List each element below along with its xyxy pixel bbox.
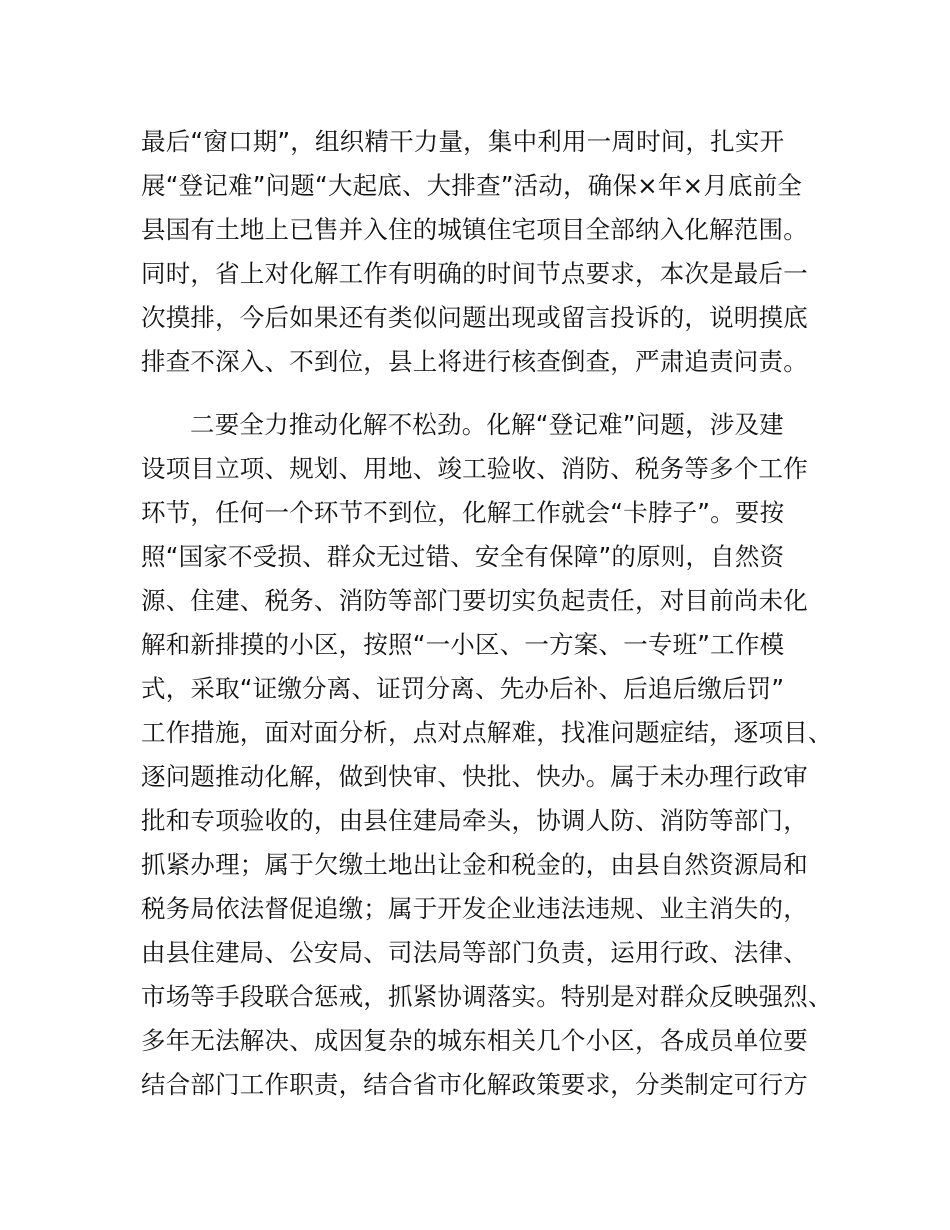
text-line: 设项目立项、规划、用地、竣工验收、消防、税务等多个工作 [141,454,808,483]
text-line: 逐问题推动化解，做到快审、快批、快办。属于未办理行政审 [141,762,808,791]
text-line: 最后“窗口期”，组织精干力量，集中利用一周时间，扎实开 [141,127,785,156]
text-line: 式，采取“证缴分离、证罚分离、先办后补、后追后缴后罚” [141,674,785,703]
text-line: 抓紧办理；属于欠缴土地出让金和税金的，由县自然资源局和 [141,850,808,879]
text-line: 批和专项验收的，由县住建局牵头，协调人防、消防等部门， [141,806,808,835]
text-line: 次摸排，今后如果还有类似问题出现或留言投诉的，说明摸底 [141,303,808,332]
text-line: 税务局依法督促追缴；属于开发企业违法违规、业主消失的， [141,894,808,923]
body-text [141,120,841,1107]
text-line: 多年无法解决、成因复杂的城东相关几个小区，各成员单位要 [141,1026,808,1055]
text-line-first-indented: 二要全力推动化解不松劲。化解“登记难”问题，涉及建 [190,410,784,439]
text-line: 排查不深入、不到位，县上将进行核查倒查，严肃追责问责。 [141,347,808,376]
text-line: 解和新排摸的小区，按照“一小区、一方案、一专班”工作模 [141,630,785,659]
paragraph-gap [141,384,841,403]
paragraph-2 [141,403,841,1107]
text-line: 由县住建局、公安局、司法局等部门负责，运用行政、法律、 [141,938,808,967]
text-line: 结合部门工作职责，结合省市化解政策要求，分类制定可行方 [141,1070,808,1099]
text-line: 环节，任何一个环节不到位，化解工作就会“卡脖子”。要按 [141,498,785,527]
text-line: 县国有土地上已售并入住的城镇住宅项目全部纳入化解范围。 [141,215,808,244]
text-line: 同时，省上对化解工作有明确的时间节点要求，本次是最后一 [141,259,808,288]
text-line: 源、住建、税务、消防等部门要切实负起责任，对目前尚未化 [141,586,808,615]
text-line: 照“国家不受损、群众无过错、安全有保障”的原则，自然资 [141,542,785,571]
paragraph-1 [141,120,841,384]
text-line: 工作措施，面对面分析，点对点解难，找准问题症结，逐项目、 [141,718,833,747]
text-line: 市场等手段联合惩戒，抓紧协调落实。特别是对群众反映强烈、 [141,982,833,1011]
text-line: 展“登记难”问题“大起底、大排查”活动，确保×年×月底前全 [141,171,803,200]
